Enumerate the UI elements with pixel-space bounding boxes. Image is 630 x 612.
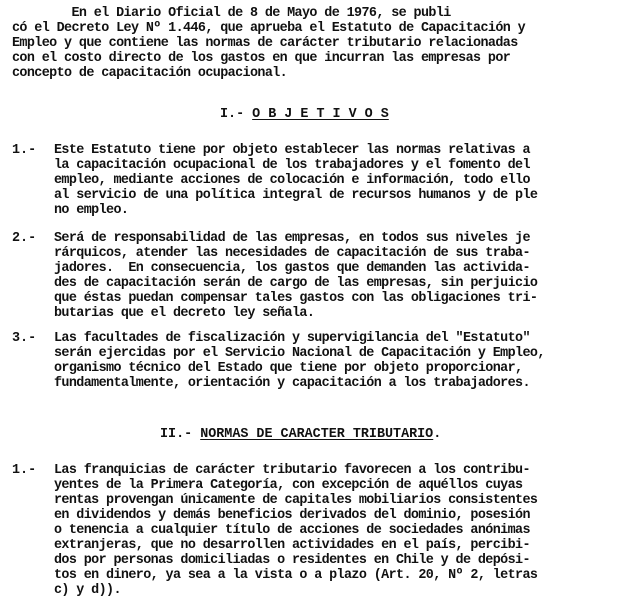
- intro-line: Empleo y que contiene las normas de carácter tributario relacionadas: [12, 36, 518, 51]
- item-line: empleo, mediante acciones de colocación e información, todo ello: [54, 173, 530, 188]
- item-line: Las franquicias de carácter tributario favorecen a los contribu-: [54, 463, 530, 478]
- item-line: Será de responsabilidad de las empresas, en todos sus niveles je: [54, 231, 530, 246]
- item-line: en dividendos y demás beneficios derivados del dominio, posesión: [54, 508, 530, 523]
- section-heading-normas: [160, 427, 441, 442]
- section-heading-objetivos: [220, 107, 389, 122]
- section-title: O B J E T I V O S: [252, 107, 389, 122]
- item-line: al servicio de una política integral de recursos humanos y de ple: [54, 188, 538, 203]
- item-line: Este Estatuto tiene por objeto establecer las normas relativas a: [54, 143, 530, 158]
- intro-line: con el costo directo de los gastos en que incurran las empresas por: [12, 51, 511, 66]
- intro-line: có el Decreto Ley Nº 1.446, que aprueba el Estatuto de Capacitación y: [12, 21, 526, 36]
- item-number: 3.-: [12, 331, 37, 346]
- section-prefix: II.-: [160, 427, 201, 442]
- intro-line: En el Diario Oficial de 8 de Mayo de 1976, se publi: [12, 6, 451, 21]
- item-number: 1.-: [12, 463, 37, 478]
- section-title: NORMAS DE CARACTER TRIBUTARIO: [200, 427, 434, 442]
- section-prefix: I.-: [220, 107, 253, 122]
- item-line: fundamentalmente, orientación y capacitación a los trabajadores.: [54, 376, 530, 391]
- item-line: dos por personas domiciliadas o residentes en Chile y de depósi-: [54, 553, 530, 568]
- section-suffix: .: [433, 427, 442, 442]
- item-line: rárquicos, atender las necesidades de capacitación de sus traba-: [54, 246, 530, 261]
- item-line: jadores. En consecuencia, los gastos que demanden las activida-: [54, 261, 530, 276]
- item-line: organismo técnico del Estado que tiene por objeto proporcionar,: [54, 361, 523, 376]
- item-line: Las facultades de fiscalización y supervigilancia del "Estatuto": [54, 331, 530, 346]
- item-line: tos en dinero, ya sea a la vista o a plazo (Art. 20, Nº 2, letras: [54, 568, 538, 583]
- item-line: butarias que el decreto ley señala.: [54, 306, 315, 321]
- intro-line: concepto de capacitación ocupacional.: [12, 66, 288, 81]
- item-line: o tenencia a cualquier título de acciones de sociedades anónimas: [54, 523, 530, 538]
- item-line: yentes de la Primera Categoría, con excepción de aquéllos cuyas: [54, 478, 523, 493]
- item-line: rentas provengan únicamente de capitales mobiliarios consistentes: [54, 493, 538, 508]
- item-line: des de capacitación serán de cargo de las empresas, sin perjuicio: [54, 276, 538, 291]
- item-line: c) y d)).: [54, 583, 121, 598]
- item-number: 1.-: [12, 143, 37, 158]
- item-line: no empleo.: [54, 203, 129, 218]
- item-number: 2.-: [12, 231, 37, 246]
- item-line: la capacitación ocupacional de los trabajadores y el fomento del: [54, 158, 530, 173]
- item-line: que éstas puedan compensar tales gastos con las obligaciones tri-: [54, 291, 538, 306]
- item-line: serán ejercidas por el Servicio Nacional de Capacitación y Empleo,: [54, 346, 545, 361]
- item-line: extranjeras, que no desarrollen actividades en el país, percibi-: [54, 538, 530, 553]
